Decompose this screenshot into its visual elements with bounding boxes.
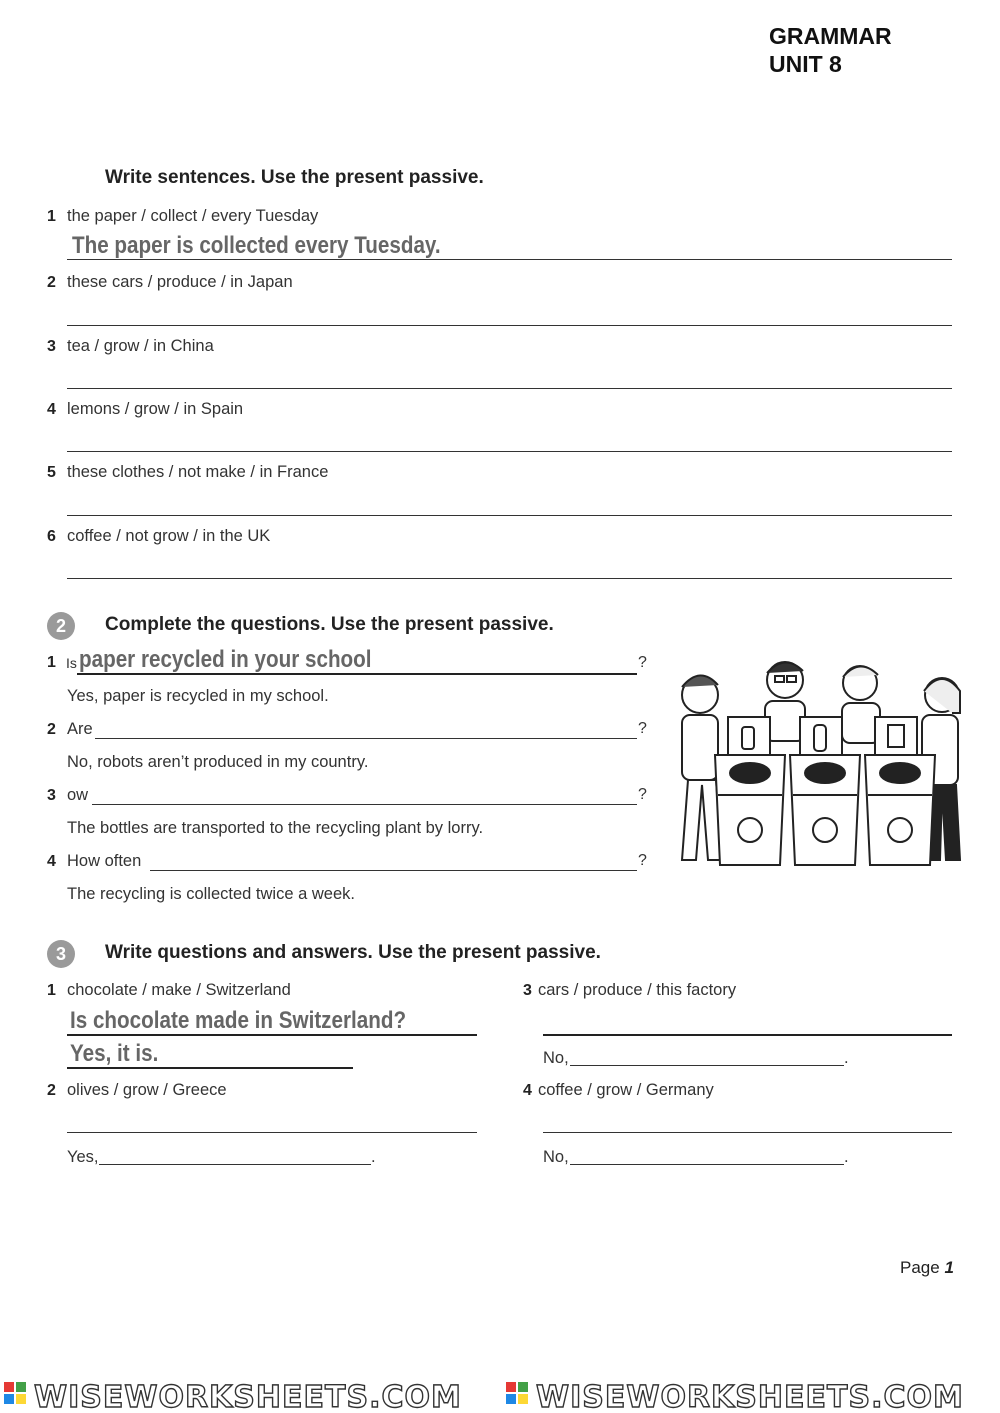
s3-answer-line[interactable]: [570, 1065, 844, 1066]
s3-question-answer[interactable]: Is chocolate made in Switzerland?: [70, 1007, 407, 1034]
s1-answer-line[interactable]: [67, 515, 952, 516]
s3-question-line[interactable]: [67, 1132, 477, 1133]
s1-item-prompt: lemons / grow / in Spain: [67, 400, 244, 418]
s1-item-prompt: tea / grow / in China: [67, 337, 214, 355]
s2-question-mark: ?: [638, 720, 647, 737]
s3-answer-end: .: [844, 1049, 849, 1067]
page-number: [900, 1258, 954, 1278]
section-2-badge: 2: [47, 612, 75, 640]
s3-item-number: 4: [523, 1082, 532, 1099]
s3-item-prompt: coffee / grow / Germany: [538, 1081, 714, 1099]
s1-item-prompt: these cars / produce / in Japan: [67, 273, 293, 291]
section-3-badge: 3: [47, 940, 75, 968]
s3-answer-lead: No,: [543, 1049, 569, 1067]
s3-question-line[interactable]: [543, 1034, 952, 1036]
s2-question-start: Is: [66, 655, 77, 671]
s1-item-number: 1: [47, 208, 56, 225]
s1-item-number: 3: [47, 338, 56, 355]
s2-response: The bottles are transported to the recycling plant by lorry.: [67, 819, 484, 837]
s2-answer-line[interactable]: [77, 673, 637, 675]
s2-response: Yes, paper is recycled in my school.: [67, 687, 329, 705]
s1-answer-line[interactable]: [67, 451, 952, 452]
s3-item-prompt: olives / grow / Greece: [67, 1081, 227, 1099]
s1-item-number: 5: [47, 464, 56, 481]
s1-item-prompt: coffee / not grow / in the UK: [67, 527, 271, 545]
s3-item-prompt: cars / produce / this factory: [538, 981, 737, 999]
s3-item-number: 2: [47, 1082, 56, 1099]
s3-answer-line[interactable]: [67, 1067, 353, 1069]
s1-answer-line[interactable]: [67, 578, 952, 579]
header-grammar: GRAMMAR: [769, 23, 892, 49]
s1-item-prompt: the paper / collect / every Tuesday: [67, 207, 319, 225]
s1-answer-line[interactable]: [67, 388, 952, 389]
watermark-logo-icon: [506, 1382, 528, 1404]
s3-answer-lead: Yes,: [67, 1148, 99, 1166]
s2-answer[interactable]: paper recycled in your school: [79, 646, 372, 673]
section-1-title: Write sentences. Use the present passive.: [105, 167, 484, 188]
worksheet-header: [769, 22, 892, 78]
s1-item-number: 2: [47, 274, 56, 291]
s1-answer-line[interactable]: [67, 325, 952, 326]
s1-item-prompt: these clothes / not make / in France: [67, 463, 329, 481]
s2-answer-line[interactable]: [95, 738, 637, 739]
page-number-value: 1: [944, 1258, 954, 1277]
section-2-title: Complete the questions. Use the present passive.: [105, 614, 554, 635]
s3-item-prompt: chocolate / make / Switzerland: [67, 981, 291, 999]
watermark-text-right: WISEWORKSHEETS.COM: [536, 1380, 964, 1413]
s2-item-number: 3: [47, 787, 56, 804]
s2-question-start: ow: [67, 786, 89, 804]
s1-answer-line[interactable]: [67, 259, 952, 260]
s2-answer-line[interactable]: [150, 870, 637, 871]
s2-item-number: 2: [47, 721, 56, 738]
watermark-banner: [0, 1378, 1000, 1413]
s1-item-number: 6: [47, 528, 56, 545]
s2-question-start: How often: [67, 852, 142, 870]
s3-item-number: 3: [523, 982, 532, 999]
s3-answer-lead: No,: [543, 1148, 569, 1166]
s3-question-line[interactable]: [543, 1132, 952, 1133]
s2-response: No, robots aren’t produced in my country.: [67, 753, 369, 771]
s3-question-line[interactable]: [67, 1034, 477, 1036]
s1-item-answer[interactable]: The paper is collected every Tuesday.: [72, 232, 441, 259]
s3-item-number: 1: [47, 982, 56, 999]
s3-answer-end: .: [844, 1148, 849, 1166]
s2-question-mark: ?: [638, 852, 647, 869]
s3-answer-line[interactable]: [99, 1164, 371, 1165]
s2-response: The recycling is collected twice a week.: [67, 885, 355, 903]
recycling-kids-illustration: [660, 655, 980, 875]
s2-item-number: 1: [47, 654, 56, 671]
s3-answer-line[interactable]: [570, 1164, 844, 1165]
page-label: Page: [900, 1258, 940, 1277]
s3-short-answer[interactable]: Yes, it is.: [70, 1040, 159, 1067]
s2-question-mark: ?: [638, 786, 647, 803]
s2-item-number: 4: [47, 853, 56, 870]
s1-item-number: 4: [47, 401, 56, 418]
s2-answer-line[interactable]: [92, 804, 637, 805]
watermark-logo-icon: [4, 1382, 26, 1404]
header-unit: UNIT 8: [769, 51, 842, 77]
s2-question-mark: ?: [638, 654, 647, 671]
section-3-title: Write questions and answers. Use the present passive.: [105, 942, 601, 963]
watermark-text-left: WISEWORKSHEETS.COM: [34, 1380, 462, 1413]
s3-answer-end: .: [371, 1148, 376, 1166]
s2-question-start: Are: [67, 720, 93, 738]
